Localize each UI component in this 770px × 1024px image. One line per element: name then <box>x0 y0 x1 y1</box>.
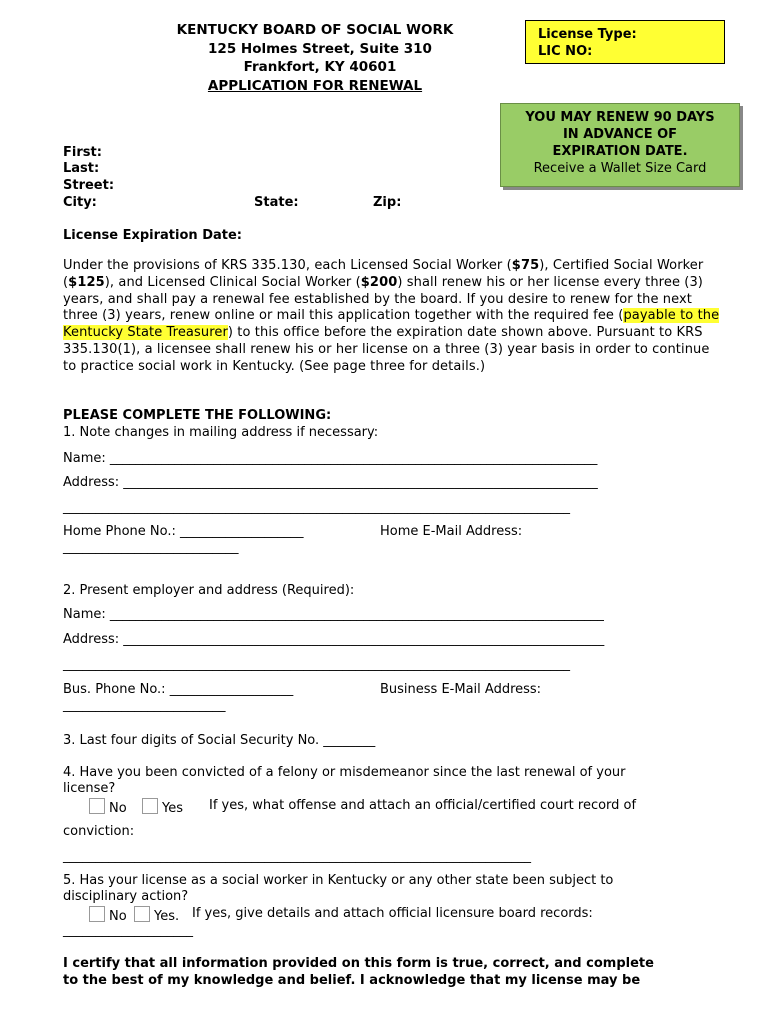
state-label: State: <box>254 195 299 210</box>
board-city: Frankfort, KY 40601 <box>243 59 397 75</box>
business-email-field[interactable]: _________________________ <box>63 698 226 713</box>
certification-line2: to the best of my knowledge and belief. I acknowledge that my license may be <box>63 973 641 988</box>
certification-line1: I certify that all information provided on this form is true, correct, and complete <box>63 956 654 971</box>
certification-statement <box>63 955 733 989</box>
q5-yes-checkbox[interactable] <box>134 906 150 922</box>
lcsw-fee: $200 <box>360 274 398 290</box>
board-street: 125 Holmes Street, Suite 310 <box>208 41 432 57</box>
q4-yes-label: Yes <box>162 801 183 816</box>
lsw-fee: $75 <box>511 258 540 273</box>
question-4-line1: 4. Have you been convicted of a felony or misdemeanor since the last renewal of your <box>63 765 626 780</box>
form-title: APPLICATION FOR RENEWAL <box>207 78 423 94</box>
expiration-date-label: License Expiration Date: <box>63 228 242 243</box>
q4-yes-option[interactable] <box>142 798 183 816</box>
q4-conviction-label: conviction: <box>63 824 135 839</box>
renewal-notice-line2: IN ADVANCE OF <box>562 127 678 142</box>
home-address-field[interactable]: Address: _________________________________________________________________________ <box>63 475 598 490</box>
section-title: PLEASE COMPLETE THE FOLLOWING: <box>63 408 332 423</box>
question-4-line2: license? <box>63 781 116 796</box>
renewal-notice-line1: YOU MAY RENEW 90 DAYS <box>525 110 715 125</box>
q5-yes-label: Yes. <box>154 909 180 924</box>
license-type-label: License Type: <box>538 27 637 42</box>
city-label: City: <box>63 195 97 210</box>
zip-label: Zip: <box>373 195 402 210</box>
employer-address-line2-field[interactable]: ______________________________________________________________________________ <box>63 657 570 672</box>
renewal-notice-box <box>500 103 740 187</box>
q4-explanation: If yes, what offense and attach an official/certified court record of <box>209 798 637 813</box>
q5-no-checkbox[interactable] <box>89 906 105 922</box>
q5-no-option[interactable] <box>89 906 127 924</box>
renewal-notice-line3: EXPIRATION DATE. <box>552 144 688 159</box>
q5-details-field[interactable]: ____________________ <box>63 923 193 938</box>
renewal-notice-line4: Receive a Wallet Size Card <box>533 161 707 176</box>
business-email-label: Business E-Mail Address: <box>380 682 542 697</box>
q4-yes-checkbox[interactable] <box>142 798 158 814</box>
employer-name-field[interactable]: Name: ____________________________________________________________________________ <box>63 607 604 622</box>
home-email-label: Home E-Mail Address: <box>380 524 523 539</box>
employer-address-field[interactable]: Address: __________________________________________________________________________ <box>63 632 605 647</box>
q5-no-label: No <box>109 909 127 924</box>
question-2: 2. Present employer and address (Required): <box>63 583 355 598</box>
license-info-box <box>525 20 725 64</box>
payee-highlight: payable to the Kentucky State Treasurer <box>63 308 720 341</box>
csw-fee: $125 <box>68 274 105 290</box>
provisions-text-5: ) to this office before the expiration date shown above. Pursuant to KRS 335.130(1), a licensee shall renew his or her license on a three (3) year basis in order to continue to practice social work in Kentucky. (See page three for details.) <box>63 325 710 374</box>
q4-no-option[interactable] <box>89 798 127 816</box>
question-5-line2: disciplinary action? <box>63 889 189 904</box>
home-name-field[interactable]: Name: ___________________________________________________________________________ <box>63 451 598 466</box>
question-3: 3. Last four digits of Social Security No. ________ <box>63 733 376 748</box>
q4-no-label: No <box>109 801 127 816</box>
question-5-line1: 5. Has your license as a social worker in Kentucky or any other state been subject to <box>63 873 614 888</box>
license-number-label: LIC NO: <box>538 44 593 59</box>
home-phone-field[interactable]: Home Phone No.: ___________________ <box>63 524 304 539</box>
home-email-field[interactable]: ___________________________ <box>63 540 239 555</box>
q5-explanation: If yes, give details and attach official licensure board records: <box>192 906 593 921</box>
last-name-label: Last: <box>63 161 100 176</box>
provisions-text-4: ) shall renew his or her license every three (3) years, and shall pay a renewal fee established by the board. If you desire to renew for the next three (3) years, renew online or mail this application together with the required fee ( <box>63 274 703 324</box>
provisions-text-1: Under the provisions of KRS 335.130, each Licensed Social Worker ( <box>63 258 512 273</box>
street-label: Street: <box>63 178 115 193</box>
first-name-label: First: <box>63 145 102 160</box>
renewal-provisions-paragraph <box>63 258 723 376</box>
provisions-text-3: ), and Licensed Clinical Social Worker ( <box>104 274 361 290</box>
home-address-line2-field[interactable]: ______________________________________________________________________________ <box>63 500 570 515</box>
question-1: 1. Note changes in mailing address if necessary: <box>63 425 379 440</box>
provisions-text-2: ), Certified Social Worker ( <box>63 258 704 290</box>
q5-yes-option[interactable] <box>134 906 179 924</box>
q4-no-checkbox[interactable] <box>89 798 105 814</box>
business-phone-field[interactable]: Bus. Phone No.: ___________________ <box>63 682 294 697</box>
q4-conviction-field[interactable]: ________________________________________________________________________ <box>63 849 531 864</box>
board-name: KENTUCKY BOARD OF SOCIAL WORK <box>176 22 454 38</box>
